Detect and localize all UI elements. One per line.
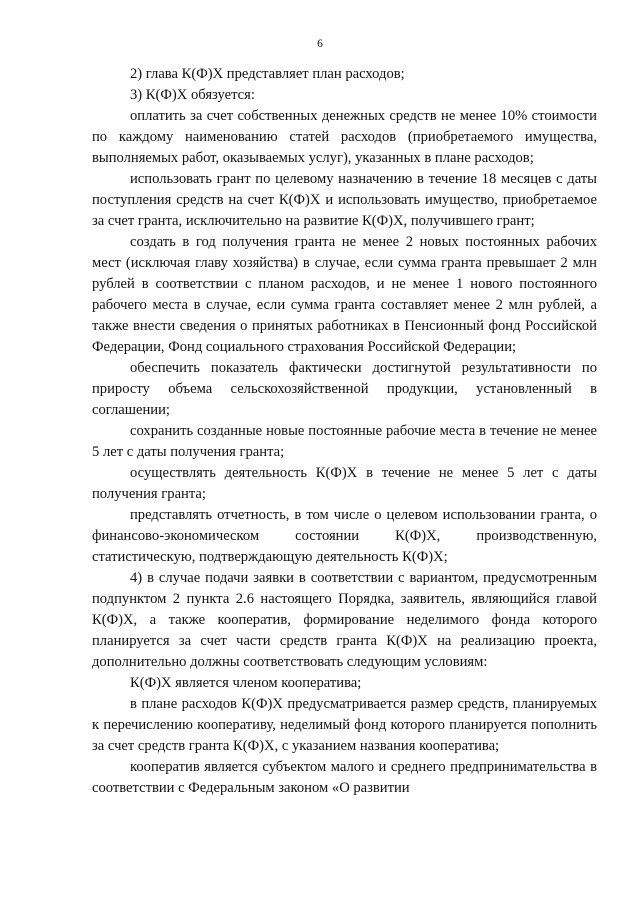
paragraph: сохранить созданные новые постоянные рабочие места в течение не менее 5 лет с даты получения гранта; xyxy=(92,423,597,460)
paragraph: использовать грант по целевому назначению в течение 18 месяцев с даты поступления средств на счет К(Ф)Х и использовать имущество, приобретаемое за счет гранта, исключительно на развитие К(Ф)Х, получившего грант; xyxy=(92,171,597,229)
paragraph: обеспечить показатель фактически достигнутой результативности по приросту объема сельскохозяйственной продукции, установленный в соглашении; xyxy=(92,360,597,418)
paragraph: оплатить за счет собственных денежных средств не менее 10% стоимости по каждому наименованию статей расходов (приобретаемого имущества, выполняемых работ, оказываемых услуг), указанных в плане расходов; xyxy=(92,108,597,166)
paragraph: 2) глава К(Ф)Х представляет план расходов; xyxy=(130,66,405,82)
paragraph: кооператив является субъектом малого и среднего предпринимательства в соответствии с Федеральным законом «О развитии xyxy=(92,759,597,796)
paragraph: 3) К(Ф)Х обязуется: xyxy=(130,87,255,103)
paragraph: К(Ф)Х является членом кооператива; xyxy=(130,675,362,691)
page-number: 6 xyxy=(317,38,323,50)
document-body xyxy=(92,64,597,799)
paragraph: осуществлять деятельность К(Ф)Х в течение не менее 5 лет с даты получения гранта; xyxy=(92,465,597,502)
paragraph: в плане расходов К(Ф)Х предусматривается размер средств, планируемых к перечислению кооперативу, неделимый фонд которого планируется пополнить за счет средств гранта К(Ф)Х, с указанием названия кооператива; xyxy=(92,696,597,754)
paragraph: представлять отчетность, в том числе о целевом использовании гранта, о финансово-экономическом состоянии К(Ф)Х, производственную, статистическую, подтверждающую деятельность К(Ф)Х; xyxy=(92,507,597,565)
paragraph: 4) в случае подачи заявки в соответствии с вариантом, предусмотренным подпунктом 2 пункта 2.6 настоящего Порядка, заявитель, являющийся главой К(Ф)Х, а также кооператив, формирование неделимого фонда которого планируется за счет части средств гранта К(Ф)Х на реализацию проекта, дополнительно должны соответствовать следующим условиям: xyxy=(92,570,597,670)
paragraph: создать в год получения гранта не менее 2 новых постоянных рабочих мест (исключая главу хозяйства) в случае, если сумма гранта превышает 2 млн рублей в соответствии с планом расходов, и не менее 1 нового постоянного рабочего места в случае, если сумма гранта составляет менее 2 млн рублей, а также внести сведения о принятых работниках в Пенсионный фонд Российской Федерации, Фонд социального страхования Российской Федерации; xyxy=(92,234,597,355)
